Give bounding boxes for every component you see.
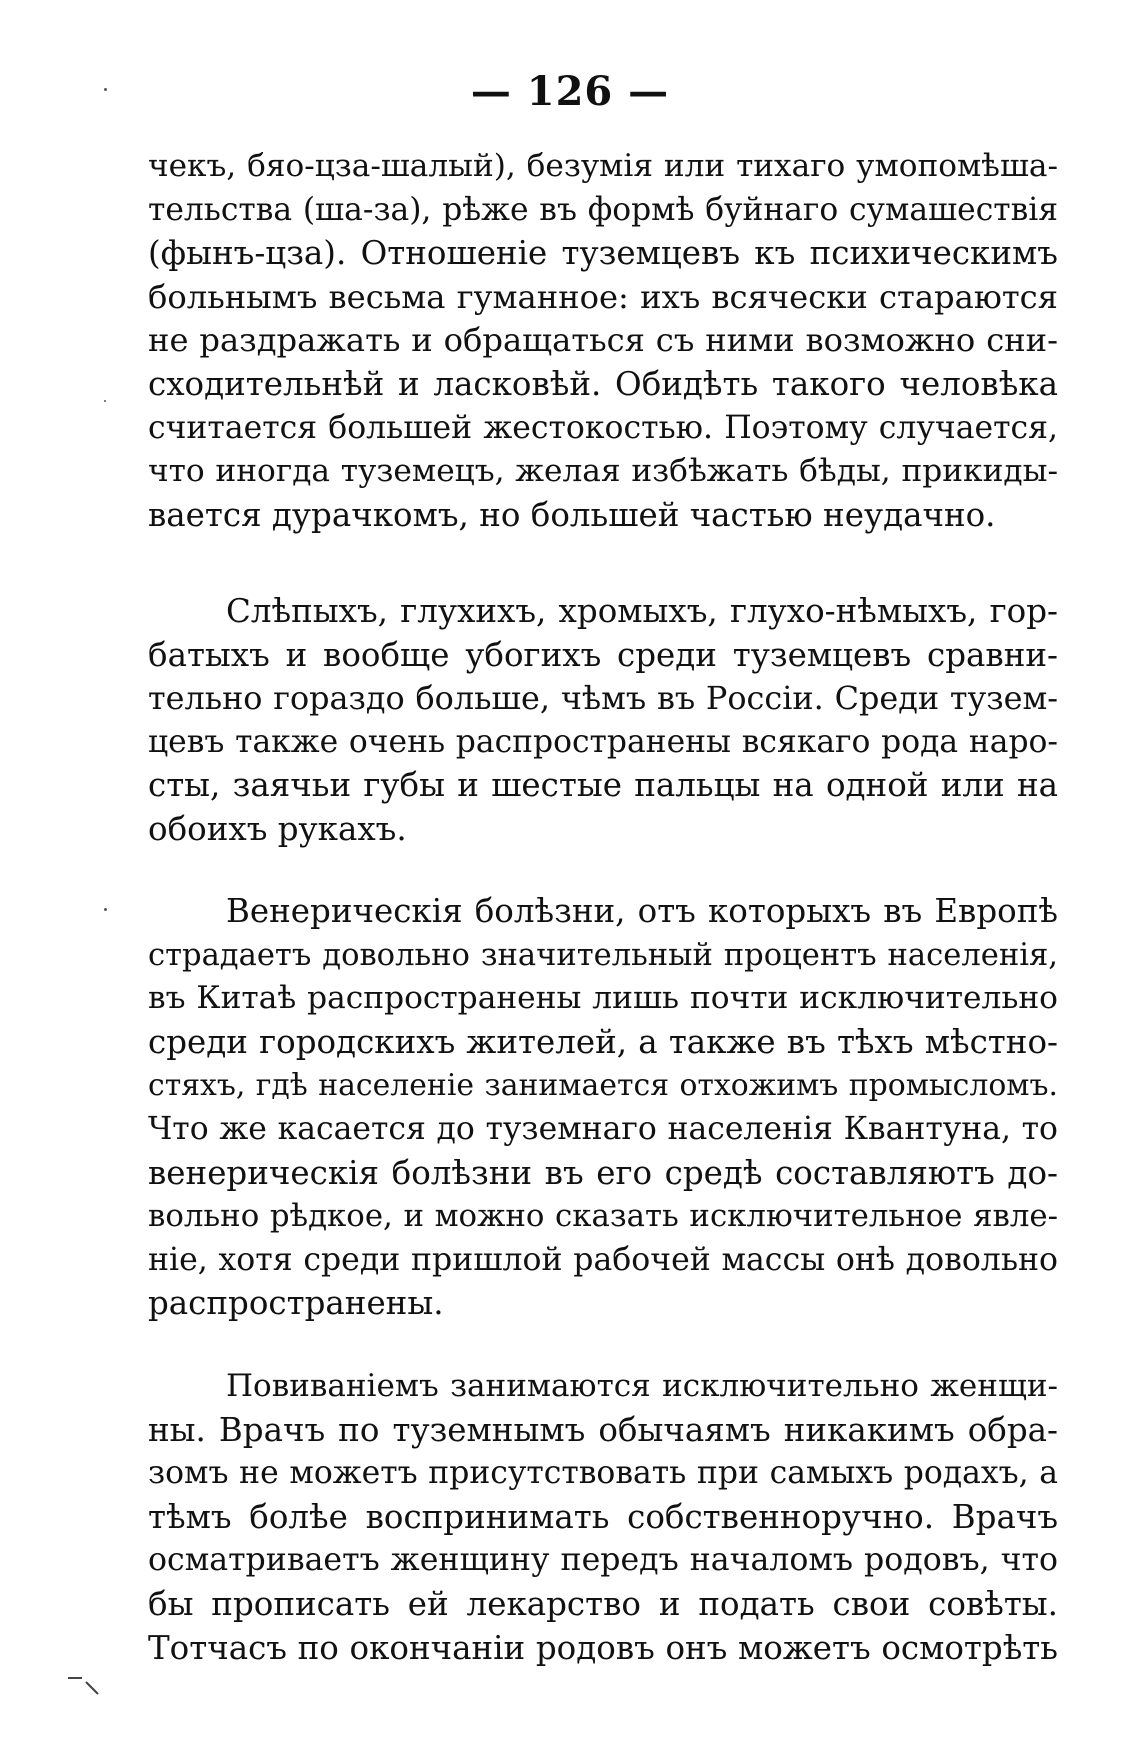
text-line: Повиваніемъ занимаются исключительно женщи-: [226, 1368, 1058, 1404]
text-line: венерическія болѣзни въ его средѣ составляютъ до-: [148, 1153, 1058, 1192]
paragraph-3: [148, 890, 1058, 1326]
text-line: бы прописать ей лекарство и подать свои совѣты.: [148, 1584, 1058, 1623]
text-line: осматриваетъ женщину передъ началомъ родовъ, что: [148, 1542, 1058, 1579]
text-line: Что же касается до туземнаго населенія Квантуна, то: [148, 1110, 1058, 1147]
text-line: тельно гораздо больше, чѣмъ въ Россіи. Среди тузем-: [148, 679, 1058, 718]
text-line: обоихъ рукахъ.: [148, 809, 407, 848]
text-line: ны. Врачъ по туземнымъ обычаямъ никакимъ обра-: [148, 1410, 1058, 1449]
text-line: распространены.: [148, 1284, 444, 1323]
text-line: чекъ, бяо-цза-шалый), безумія или тихаго умопомѣша-: [148, 148, 1058, 184]
page-number: — 126 —: [470, 68, 670, 115]
scan-speck: [104, 88, 107, 91]
margin-mark-icon: [66, 1672, 102, 1696]
text-line: что иногда туземецъ, желая избѣжать бѣды, прикиды-: [148, 453, 1058, 490]
text-line: стяхъ, гдѣ населеніе занимается отхожимъ промысломъ.: [148, 1068, 1058, 1104]
text-line: тѣмъ болѣе воспринимать собственноручно. Врачъ: [148, 1497, 1058, 1536]
scan-speck: [104, 908, 107, 911]
text-line: ніе, хотя среди пришлой рабочей массы онѣ довольно: [148, 1241, 1058, 1278]
text-line: тельства (ша-за), рѣже въ формѣ буйнаго сумашествія: [148, 191, 1058, 228]
text-line: зомъ не можетъ присутствовать при самыхъ родахъ, а: [148, 1455, 1058, 1492]
text-line: не раздражать и обращаться съ ними возможно сни-: [148, 321, 1058, 360]
paragraph-4: [148, 1365, 1058, 1670]
text-line: цевъ также очень распространены всякаго рода наро-: [148, 723, 1058, 760]
text-line: въ Китаѣ распространены лишь почти исключительно: [148, 980, 1058, 1017]
paragraph-2: [148, 590, 1058, 852]
scan-speck: [104, 400, 106, 402]
text-line: среди городскихъ жителей, а также въ тѣхъ мѣстно-: [148, 1022, 1058, 1061]
text-line: вольно рѣдкое, и можно сказать исключительное явле-: [148, 1198, 1058, 1235]
text-line: больнымъ весьма гуманное: ихъ всячески стараются: [148, 277, 1058, 316]
text-line: считается большей жестокостью. Поэтому случается,: [148, 409, 1058, 446]
text-line: Венерическія болѣзни, отъ которыхъ въ Европѣ: [226, 892, 1058, 930]
text-line: батыхъ и вообще убогихъ среди туземцевъ сравни-: [148, 635, 1058, 674]
text-line: Слѣпыхъ, глухихъ, хромыхъ, глухо-нѣмыхъ, гор-: [226, 592, 1058, 630]
paragraph-1: [148, 145, 1058, 537]
text-line: вается дурачкомъ, но большей частью неудачно.: [148, 495, 996, 534]
text-line: (фынъ-цза). Отношеніе туземцевъ къ психическимъ: [148, 234, 1058, 273]
text-line: сты, заячьи губы и шестые пальцы на одной или на: [148, 766, 1058, 805]
text-line: Тотчасъ по окончаніи родовъ онъ можетъ осмотрѣть: [148, 1628, 1058, 1667]
text-line: сходительнѣй и ласковѣй. Обидѣть такого человѣка: [148, 364, 1058, 403]
text-line: страдаетъ довольно значительный процентъ населенія,: [148, 937, 1058, 973]
